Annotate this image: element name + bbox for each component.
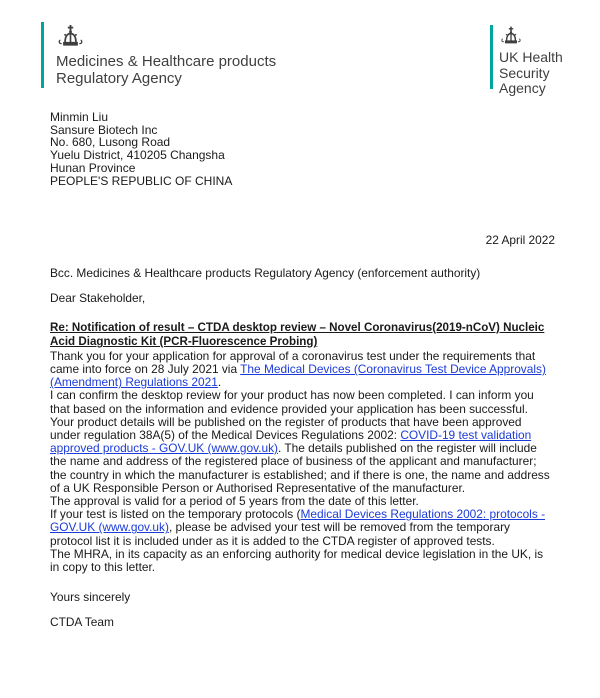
ukhsa-logo-name-line3: Agency (499, 80, 546, 96)
text-segment: Your product details will be published on the register of products that have been approved under regulation 38A(5) of the Medical Devices Regulations 2002: (50, 414, 522, 443)
text-segment: The approval is valid for a period of 5 years from the date of this letter. (50, 494, 419, 509)
ukhsa-logo-name-line1: UK Health (499, 49, 563, 65)
paragraph-register-details (50, 416, 555, 495)
text-segment: The MHRA, in its capacity as an enforcing authority for medical device legislation in the UK, is in copy to this letter. (50, 546, 544, 575)
address-line: Hunan Province (50, 160, 136, 175)
paragraph-mhra-copy (50, 548, 555, 574)
text-segment: If your test is listed on the temporary protocols ( (50, 507, 301, 522)
letter-date: 22 April 2022 (485, 233, 555, 248)
letter-content (50, 111, 555, 630)
signature: CTDA Team (50, 615, 114, 630)
royal-crown-icon (500, 26, 522, 46)
paragraph-temporary-protocols (50, 508, 555, 548)
salutation: Dear Stakeholder, (50, 290, 146, 305)
recipient-address (50, 111, 555, 187)
address-line: Minmin Liu (50, 110, 109, 124)
inline-link[interactable]: COVID-19 test validation approved products - GOV.UK (www.gov.uk) (50, 428, 532, 456)
address-line: No. 680, Lusong Road (50, 135, 171, 150)
address-line: Sansure Biotech Inc (50, 122, 158, 137)
paragraph-thank-you (50, 350, 555, 390)
mhra-logo (41, 22, 276, 88)
text-segment: Thank you for your application for approval of a coronavirus test under the requirements that came into force on 28 July 2021 via (50, 348, 536, 377)
royal-crown-icon (57, 24, 84, 49)
ukhsa-logo (490, 25, 563, 97)
text-segment: . The details published on the register will include the name and address of the registered place of business of the applicant and manufacturer; the country in which the manufacturer is established; and if there is one, the name and address of a UK Responsible Person or Authorised Representative of the manufacturer. (50, 441, 550, 495)
mhra-logo-name-line2: Regulatory Agency (56, 69, 182, 87)
subject-line: Re: Notification of result – CTDA desktop review – Novel Coronavirus(2019-nCoV) Nucleic Acid Diagnostic Kit (PCR-Fluorescence Probing) (50, 320, 545, 349)
mhra-logo-name-line1: Medicines & Healthcare products (56, 53, 277, 70)
text-segment: . (217, 375, 222, 390)
valediction: Yours sincerely (50, 590, 131, 605)
paragraph-confirmation (50, 389, 555, 415)
address-line: PEOPLE'S REPUBLIC OF CHINA (50, 173, 233, 188)
ukhsa-logo-name-line2: Security (499, 64, 550, 81)
bcc-line: Bcc. Medicines & Healthcare products Regulatory Agency (enforcement authority) (50, 266, 481, 281)
text-segment: I can confirm the desktop review for your product has now been completed. I can inform you that based on the information and evidence provided your application has been successful. (50, 388, 534, 416)
inline-link[interactable]: Medical Devices Regulations 2002: protocols - GOV.UK (www.gov.uk) (50, 507, 546, 535)
address-line: Yuelu District, 410205 Changsha (50, 148, 225, 163)
inline-link[interactable]: The Medical Devices (Coronavirus Test Device Approvals) (Amendment) Regulations 2021 (50, 362, 546, 390)
text-segment: , please be advised your test will be removed from the temporary protocol list it is included under as it is added to the CTDA register of approved tests. (50, 520, 510, 548)
